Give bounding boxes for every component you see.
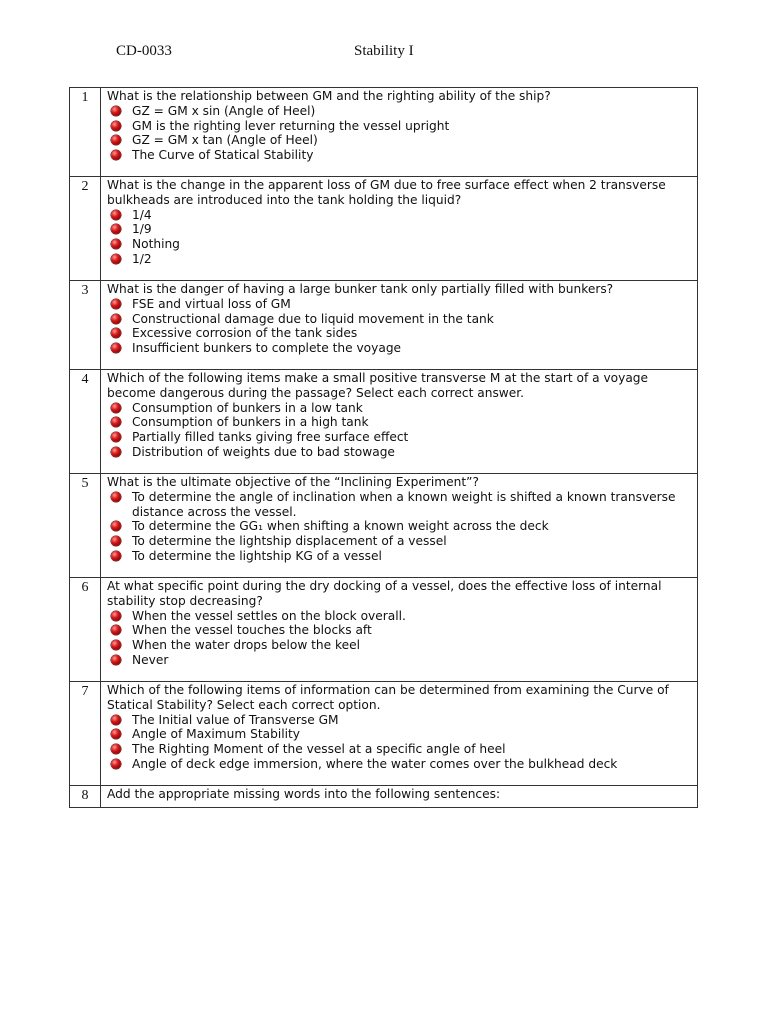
red-ball-bullet-icon <box>111 715 121 725</box>
answer-option[interactable] <box>107 490 691 520</box>
red-ball-bullet-icon <box>111 254 121 264</box>
red-ball-bullet-icon <box>111 403 121 413</box>
question-text: At what specific point during the dry docking of a vessel, does the effective loss of internal stability stop decreasing? <box>107 579 662 608</box>
answer-option-text: Insufficient bunkers to complete the voyage <box>132 341 402 356</box>
answer-options <box>107 208 691 267</box>
answer-option[interactable] <box>107 133 691 148</box>
red-ball-bullet-icon <box>111 239 121 249</box>
answer-option-text: GM is the righting lever returning the vessel upright <box>132 118 450 133</box>
answer-option-text: Never <box>132 652 169 667</box>
question-row <box>70 474 698 578</box>
answer-option-text: The Curve of Statical Stability <box>132 148 314 163</box>
red-ball-bullet-icon <box>111 314 121 324</box>
question-body <box>101 474 698 578</box>
answer-option[interactable] <box>107 401 691 416</box>
answer-option[interactable] <box>107 638 691 653</box>
answer-option-text: Constructional damage due to liquid movement in the tank <box>132 311 494 326</box>
red-ball-bullet-icon <box>111 106 121 116</box>
question-table <box>69 87 698 808</box>
question-row <box>70 578 698 682</box>
answer-option-text: Angle of deck edge immersion, where the water comes over the bulkhead deck <box>132 756 618 771</box>
red-ball-bullet-icon <box>111 729 121 739</box>
question-row <box>70 281 698 370</box>
document-code: CD-0033 <box>116 43 172 59</box>
red-ball-bullet-icon <box>111 417 121 427</box>
answer-option-text: To determine the GG₁ when shifting a known weight across the deck <box>132 519 549 534</box>
answer-option-text: The Righting Moment of the vessel at a specific angle of heel <box>132 742 506 757</box>
answer-option[interactable] <box>107 742 691 757</box>
red-ball-bullet-icon <box>111 655 121 665</box>
answer-option[interactable] <box>107 297 691 312</box>
answer-option[interactable] <box>107 415 691 430</box>
answer-option[interactable] <box>107 222 691 237</box>
red-ball-bullet-icon <box>111 328 121 338</box>
question-number: 7 <box>70 682 101 786</box>
red-ball-bullet-icon <box>111 536 121 546</box>
red-ball-bullet-icon <box>111 640 121 650</box>
answer-option-text: Consumption of bunkers in a high tank <box>132 415 369 430</box>
answer-options <box>107 104 691 163</box>
question-row <box>70 88 698 177</box>
answer-option-text: 1/4 <box>132 207 152 222</box>
answer-option[interactable] <box>107 519 691 534</box>
question-body <box>101 786 698 808</box>
red-ball-bullet-icon <box>111 759 121 769</box>
question-number: 4 <box>70 370 101 474</box>
question-number: 6 <box>70 578 101 682</box>
red-ball-bullet-icon <box>111 135 121 145</box>
answer-option[interactable] <box>107 312 691 327</box>
question-body <box>101 682 698 786</box>
answer-options <box>107 401 691 460</box>
answer-option-text: When the water drops below the keel <box>132 638 361 653</box>
answer-option[interactable] <box>107 326 691 341</box>
question-number: 8 <box>70 786 101 808</box>
answer-option[interactable] <box>107 534 691 549</box>
answer-option-text: The Initial value of Transverse GM <box>132 712 339 727</box>
answer-option[interactable] <box>107 208 691 223</box>
answer-option[interactable] <box>107 119 691 134</box>
answer-option[interactable] <box>107 727 691 742</box>
red-ball-bullet-icon <box>111 744 121 754</box>
question-text: What is the danger of having a large bunker tank only partially filled with bunkers? <box>107 282 614 296</box>
answer-option[interactable] <box>107 549 691 564</box>
answer-option[interactable] <box>107 430 691 445</box>
red-ball-bullet-icon <box>111 521 121 531</box>
question-number: 1 <box>70 88 101 177</box>
red-ball-bullet-icon <box>111 299 121 309</box>
question-number: 2 <box>70 177 101 281</box>
red-ball-bullet-icon <box>111 492 121 502</box>
question-text: Add the appropriate missing words into the following sentences: <box>107 787 501 801</box>
answer-option-text: GZ = GM x sin (Angle of Heel) <box>132 103 316 118</box>
answer-option[interactable] <box>107 237 691 252</box>
answer-option-text: Partially filled tanks giving free surface effect <box>132 430 409 445</box>
red-ball-bullet-icon <box>111 611 121 621</box>
answer-option-text: When the vessel settles on the block overall. <box>132 608 406 623</box>
question-body <box>101 177 698 281</box>
answer-options <box>107 490 691 564</box>
answer-option-text: To determine the lightship KG of a vessel <box>132 548 382 563</box>
red-ball-bullet-icon <box>111 224 121 234</box>
red-ball-bullet-icon <box>111 121 121 131</box>
question-text: Which of the following items of information can be determined from examining the Curve of Statical Stability? Select each correct option. <box>107 683 669 712</box>
question-row <box>70 370 698 474</box>
answer-option-text: Consumption of bunkers in a low tank <box>132 400 363 415</box>
answer-option-text: 1/9 <box>132 222 152 237</box>
question-row <box>70 177 698 281</box>
question-row <box>70 786 698 808</box>
answer-option-text: GZ = GM x tan (Angle of Heel) <box>132 133 318 148</box>
red-ball-bullet-icon <box>111 447 121 457</box>
answer-option[interactable] <box>107 148 691 163</box>
answer-option-text: Nothing <box>132 237 180 252</box>
red-ball-bullet-icon <box>111 210 121 220</box>
question-text: What is the relationship between GM and the righting ability of the ship? <box>107 89 551 103</box>
answer-options <box>107 297 691 356</box>
answer-option-text: Distribution of weights due to bad stowage <box>132 444 395 459</box>
document-title: Stability I <box>354 43 414 59</box>
answer-option-text: When the vessel touches the blocks aft <box>132 623 372 638</box>
question-row <box>70 682 698 786</box>
answer-option-text: Angle of Maximum Stability <box>132 727 300 742</box>
answer-option[interactable] <box>107 104 691 119</box>
answer-options <box>107 609 691 668</box>
question-body <box>101 281 698 370</box>
question-number: 5 <box>70 474 101 578</box>
answer-option-text: 1/2 <box>132 251 152 266</box>
answer-option[interactable] <box>107 757 691 772</box>
answer-options <box>107 713 691 772</box>
question-text: What is the change in the apparent loss of GM due to free surface effect when 2 transverse bulkheads are introduced into the tank holding the liquid? <box>107 178 666 207</box>
answer-option[interactable] <box>107 623 691 638</box>
red-ball-bullet-icon <box>111 551 121 561</box>
question-body <box>101 88 698 177</box>
question-body <box>101 578 698 682</box>
question-text: What is the ultimate objective of the “Inclining Experiment”? <box>107 475 479 489</box>
answer-option[interactable] <box>107 341 691 356</box>
question-body <box>101 370 698 474</box>
question-text: Which of the following items make a small positive transverse M at the start of a voyage become dangerous during the passage? Select each correct answer. <box>107 371 649 400</box>
answer-option-text: Excessive corrosion of the tank sides <box>132 326 358 341</box>
answer-option-text: To determine the lightship displacement of a vessel <box>132 534 447 549</box>
red-ball-bullet-icon <box>111 625 121 635</box>
answer-option[interactable] <box>107 445 691 460</box>
answer-option[interactable] <box>107 653 691 668</box>
answer-option[interactable] <box>107 252 691 267</box>
question-number: 3 <box>70 281 101 370</box>
red-ball-bullet-icon <box>111 432 121 442</box>
red-ball-bullet-icon <box>111 150 121 160</box>
answer-option[interactable] <box>107 609 691 624</box>
red-ball-bullet-icon <box>111 343 121 353</box>
answer-option-text: FSE and virtual loss of GM <box>132 296 291 311</box>
answer-option[interactable] <box>107 713 691 728</box>
answer-option-text: To determine the angle of inclination when a known weight is shifted a known transverse distance across the vessel. <box>132 489 676 519</box>
